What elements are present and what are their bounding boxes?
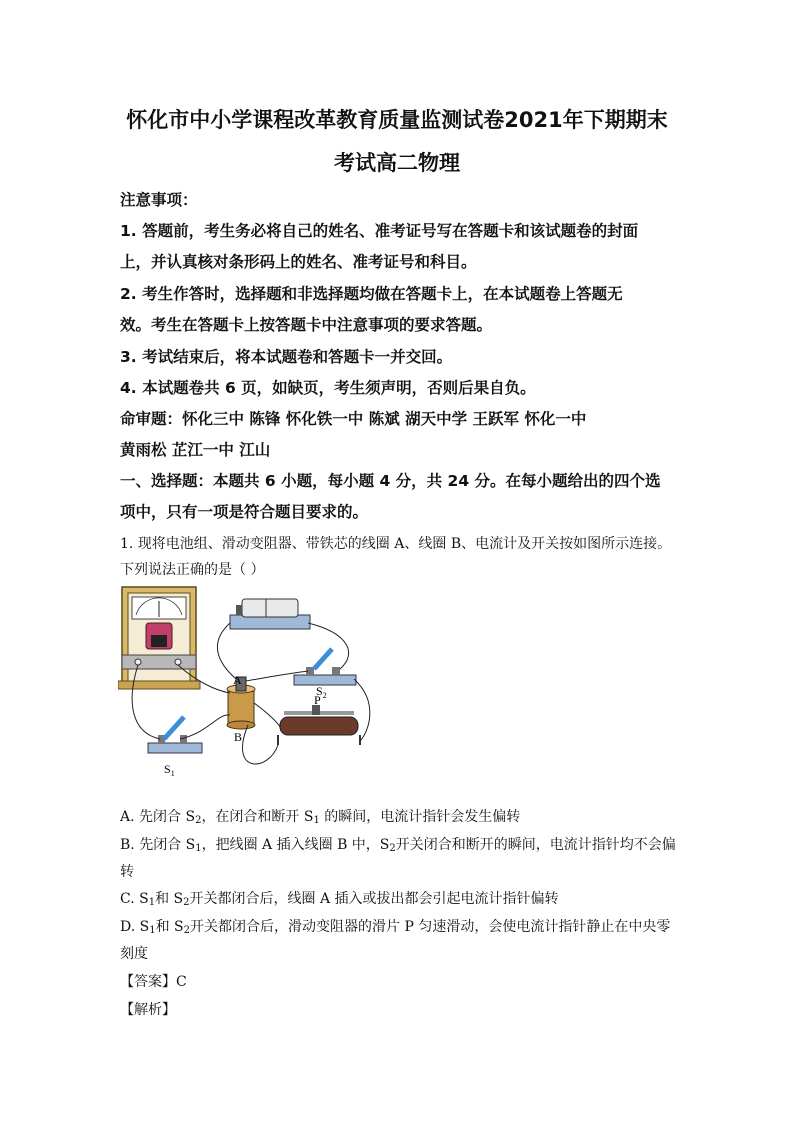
notice-line: 1. 答题前，考生务必将自己的姓名、准考证号写在答题卡和该试题卷的封面: [120, 222, 639, 240]
option-c: C. $S_1$和 $S_2$开关都闭合后，线圈 A 插入或拔出都会引起电流计指针偏转: [120, 891, 559, 908]
label-p: P: [314, 693, 321, 707]
battery: [230, 599, 310, 629]
notice-line: 效。考生在答题卡上按答题卡中注意事项的要求答题。: [120, 316, 493, 334]
analysis-heading: 【解析】: [120, 1002, 176, 1018]
label-s2: $S_2$: [316, 684, 327, 700]
authors-line: 黄雨松 芷江一中 江山: [120, 441, 271, 459]
label-a: A: [233, 673, 242, 687]
section-heading: 项中，只有一项是符合题目要求的。: [120, 503, 369, 521]
label-s1: $S_1$: [164, 762, 175, 778]
option-d: D. $S_1$和 $S_2$开关都闭合后，滑动变阻器的滑片 P 匀速滑动，会使电流计指针静止在中央零: [120, 919, 671, 936]
option-a: A. 先闭合 $S_2$，在闭合和断开 $S_1$ 的瞬间，电流计指针会发生偏转: [120, 809, 521, 826]
notice-line: 4. 本试题卷共 6 页，如缺页，考生须声明，否则后果自负。: [120, 379, 536, 397]
notice-line: 2. 考生作答时，选择题和非选择题均做在答题卡上，在本试题卷上答题无: [120, 285, 623, 303]
option-b-continued: 转: [120, 864, 134, 880]
notice-line: 3. 考试结束后，将本试题卷和答题卡一并交回。: [120, 348, 453, 366]
question-stem: 1. 现将电池组、滑动变阻器、带铁芯的线圈 A、线圈 B、电流计及开关按如图所示连接。: [120, 536, 672, 552]
notice-heading: 注意事项：: [120, 191, 198, 209]
circuit-figure: [118, 583, 373, 783]
answer: 【答案】C: [120, 974, 187, 990]
option-b: B. 先闭合 $S_1$，把线圈 A 插入线圈 B 中，$S_2$开关闭合和断开的瞬间，电流计指针均不会偏: [120, 837, 676, 854]
rheostat: [278, 705, 360, 745]
authors-line: 命审题：怀化三中 陈锋 怀化铁一中 陈斌 湖天中学 王跃军 怀化一中: [120, 410, 587, 428]
switch-s2: [294, 649, 356, 685]
section-heading: 一、选择题：本题共 6 小题，每小题 4 分，共 24 分。在每小题给出的四个选: [120, 472, 661, 490]
page-title-line2: 考试高二物理: [334, 151, 460, 175]
option-d-continued: 刻度: [120, 946, 148, 962]
galvanometer: [118, 587, 200, 689]
switch-s1: [148, 717, 202, 753]
label-b: B: [234, 730, 243, 744]
question-stem: 下列说法正确的是（ ）: [120, 562, 265, 578]
page-title-line1: 怀化市中小学课程改革教育质量监测试卷2021年下期期末: [126, 108, 668, 132]
notice-line: 上，并认真核对条形码上的姓名、准考证号和科目。: [120, 253, 477, 271]
